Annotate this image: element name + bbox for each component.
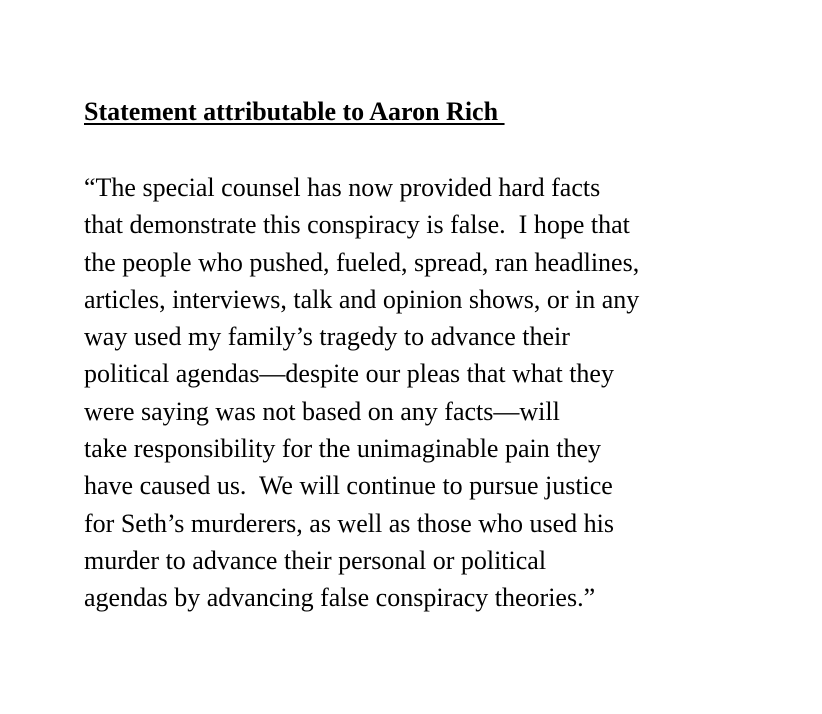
statement-line: were saying was not based on any facts—will <box>84 396 560 426</box>
statement-line: have caused us. We will continue to pursue justice <box>84 471 613 501</box>
statement-heading: Statement attributable to Aaron Rich <box>84 97 505 126</box>
statement-line: political agendas—despite our pleas that what they <box>84 359 614 389</box>
statement-body <box>84 169 639 617</box>
statement-line: murder to advance their personal or political <box>84 545 547 575</box>
statement-line: agendas by advancing false conspiracy theories.” <box>84 583 596 613</box>
statement-line: way used my family’s tragedy to advance their <box>84 322 570 352</box>
statement-line: for Seth’s murderers, as well as those who used his <box>84 508 615 538</box>
statement-line: the people who pushed, fueled, spread, ran headlines, <box>84 247 640 277</box>
statement-line: that demonstrate this conspiracy is false. I hope that <box>84 210 630 240</box>
statement-line: take responsibility for the unimaginable pain they <box>84 434 601 464</box>
statement-line: “The special counsel has now provided hard facts <box>84 173 601 202</box>
statement-line: articles, interviews, talk and opinion shows, or in any <box>84 284 640 314</box>
